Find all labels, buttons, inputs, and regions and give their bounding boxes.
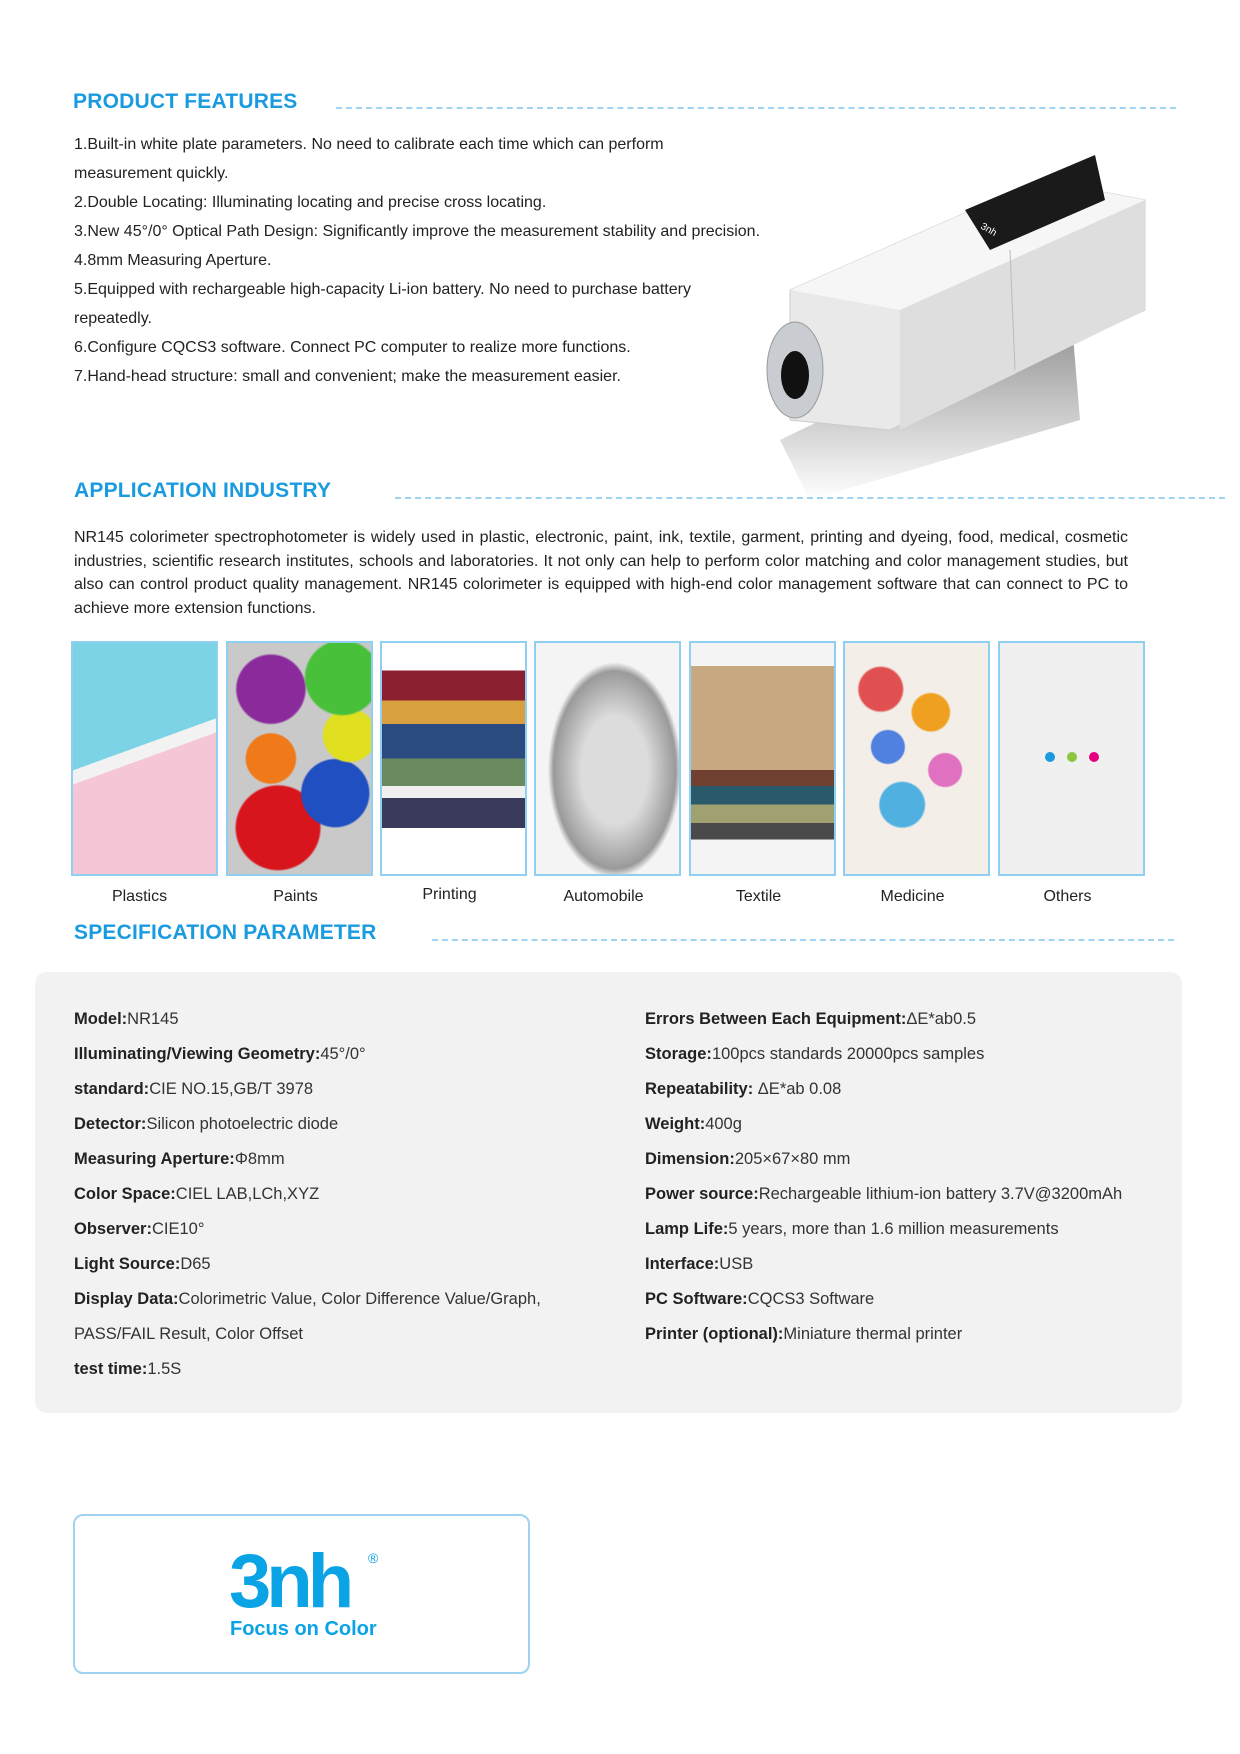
spec-key: Dimension: bbox=[645, 1150, 735, 1168]
spec-key: Storage: bbox=[645, 1045, 712, 1063]
industry-label: Automobile bbox=[563, 888, 644, 905]
spec-value: NR145 bbox=[127, 1010, 179, 1028]
colorimeter-device-image bbox=[750, 140, 1150, 500]
spec-row bbox=[645, 1220, 1059, 1239]
brand-logo: 3nh bbox=[229, 1539, 350, 1624]
brand-logo-box bbox=[73, 1514, 530, 1674]
industry-label: Plastics bbox=[111, 888, 168, 905]
industry-image-printing bbox=[380, 641, 527, 876]
industry-label: Paints bbox=[273, 888, 318, 905]
spec-key: Model: bbox=[74, 1010, 128, 1028]
brand-tagline: Focus on Color bbox=[230, 1618, 377, 1640]
divider bbox=[336, 107, 1176, 109]
spec-value: ΔE*ab 0.08 bbox=[753, 1080, 842, 1098]
industry-image-plastics bbox=[71, 641, 218, 876]
spec-row bbox=[645, 1010, 976, 1029]
spec-value: CIE NO.15,GB/T 3978 bbox=[149, 1080, 314, 1098]
spec-value: ΔE*ab0.5 bbox=[906, 1010, 977, 1028]
feature-item: 4.8mm Measuring Aperture. bbox=[74, 252, 272, 269]
spec-value: D65 bbox=[180, 1255, 211, 1273]
feature-item: 1.Built-in white plate parameters. No need to calibrate each time which can perform measurement quickly. bbox=[74, 136, 664, 182]
spec-value: 400g bbox=[705, 1115, 742, 1133]
spec-row bbox=[74, 1360, 181, 1379]
industry-image-automobile bbox=[534, 641, 681, 876]
spec-key: Measuring Aperture: bbox=[74, 1150, 235, 1168]
spec-value: 100pcs standards 20000pcs samples bbox=[711, 1045, 985, 1063]
device-brand: 3nh bbox=[978, 221, 999, 239]
spec-value: Miniature thermal printer bbox=[783, 1325, 963, 1343]
spec-value: USB bbox=[719, 1255, 754, 1273]
spec-row bbox=[645, 1290, 874, 1309]
spec-row bbox=[74, 1325, 303, 1344]
spec-row bbox=[74, 1150, 285, 1169]
divider bbox=[395, 497, 1225, 499]
industry-label: Printing bbox=[422, 886, 477, 903]
spec-key: Errors Between Each Equipment: bbox=[645, 1010, 907, 1028]
spec-key: Repeatability: bbox=[645, 1080, 754, 1098]
feature-item: 7.Hand-head structure: small and convenient; make the measurement easier. bbox=[74, 368, 621, 385]
industry-label: Others bbox=[1043, 888, 1092, 905]
spec-row bbox=[645, 1115, 742, 1134]
spec-row bbox=[645, 1255, 753, 1274]
spec-key: Display Data: bbox=[74, 1290, 179, 1308]
spec-row bbox=[645, 1150, 850, 1169]
spec-key: Illuminating/Viewing Geometry: bbox=[74, 1045, 321, 1063]
feature-item: 3.New 45°/0° Optical Path Design: Significantly improve the measurement stability and precision. bbox=[74, 223, 761, 240]
spec-value: CIE10° bbox=[151, 1220, 205, 1238]
spec-value: 5 years, more than 1.6 million measurements bbox=[728, 1220, 1059, 1238]
spec-key: PC Software: bbox=[645, 1290, 748, 1308]
spec-value: Rechargeable lithium-ion battery 3.7V@3200mAh bbox=[758, 1185, 1123, 1203]
application-paragraph: NR145 colorimeter spectrophotometer is widely used in plastic, electronic, paint, ink, textile, garment, printing and dyeing, food, medical, cosmetic industries, scientific research institutes, schools and laboratories. It not only can help to perform color matching and color management studies, but also can control product quality management. NR145 colorimeter is equipped with high-end color management software that can connect to PC to achieve more extension functions. bbox=[74, 529, 1128, 617]
feature-item: 5.Equipped with rechargeable high-capacity Li-ion battery. No need to purchase battery repeatedly. bbox=[74, 281, 691, 327]
features-list bbox=[74, 130, 764, 391]
spec-key: test time: bbox=[74, 1360, 148, 1378]
spec-key: Observer: bbox=[74, 1220, 152, 1238]
spec-key: Detector: bbox=[74, 1115, 147, 1133]
spec-key: standard: bbox=[74, 1080, 150, 1098]
product-features-title: PRODUCT FEATURES bbox=[73, 90, 298, 113]
spec-row bbox=[645, 1080, 841, 1099]
spec-row bbox=[74, 1290, 541, 1309]
spec-row bbox=[74, 1220, 204, 1239]
spec-row bbox=[645, 1045, 984, 1064]
industry-image-paints bbox=[226, 641, 373, 876]
industry-image-others bbox=[998, 641, 1145, 876]
spec-value: PASS/FAIL Result, Color Offset bbox=[74, 1325, 303, 1343]
spec-row bbox=[74, 1185, 319, 1204]
spec-value: CIEL LAB,LCh,XYZ bbox=[175, 1185, 320, 1203]
industry-label: Medicine bbox=[880, 888, 945, 905]
more-dots-icon bbox=[1000, 643, 1145, 876]
spec-row bbox=[74, 1045, 366, 1064]
industry-image-medicine bbox=[843, 641, 990, 876]
industry-image-textile bbox=[689, 641, 836, 876]
spec-row bbox=[74, 1255, 211, 1274]
spec-row bbox=[74, 1115, 338, 1134]
application-industry-title: APPLICATION INDUSTRY bbox=[74, 479, 332, 502]
spec-value: Φ8mm bbox=[234, 1150, 285, 1168]
spec-value: 45°/0° bbox=[320, 1045, 366, 1063]
spec-row bbox=[74, 1010, 179, 1029]
spec-key: Power source: bbox=[645, 1185, 759, 1203]
spec-row bbox=[645, 1185, 1122, 1204]
spec-value: CQCS3 Software bbox=[747, 1290, 875, 1308]
spec-value: 1.5S bbox=[147, 1360, 182, 1378]
spec-key: Color Space: bbox=[74, 1185, 176, 1203]
specification-title: SPECIFICATION PARAMETER bbox=[74, 921, 377, 944]
spec-value: 205×67×80 mm bbox=[734, 1150, 851, 1168]
industry-label: Textile bbox=[735, 888, 782, 905]
feature-item: 6.Configure CQCS3 software. Connect PC computer to realize more functions. bbox=[74, 339, 631, 356]
spec-key: Interface: bbox=[645, 1255, 720, 1273]
registered-mark: ® bbox=[368, 1550, 379, 1566]
feature-item: 2.Double Locating: Illuminating locating and precise cross locating. bbox=[74, 194, 547, 211]
spec-key: Weight: bbox=[645, 1115, 706, 1133]
spec-value: Silicon photoelectric diode bbox=[146, 1115, 339, 1133]
spec-key: Printer (optional): bbox=[645, 1325, 784, 1343]
spec-row bbox=[645, 1325, 962, 1344]
divider bbox=[432, 939, 1174, 941]
spec-key: Lamp Life: bbox=[645, 1220, 729, 1238]
spec-row bbox=[74, 1080, 313, 1099]
spec-key: Light Source: bbox=[74, 1255, 181, 1273]
spec-value: Colorimetric Value, Color Difference Value/Graph, bbox=[178, 1290, 541, 1308]
